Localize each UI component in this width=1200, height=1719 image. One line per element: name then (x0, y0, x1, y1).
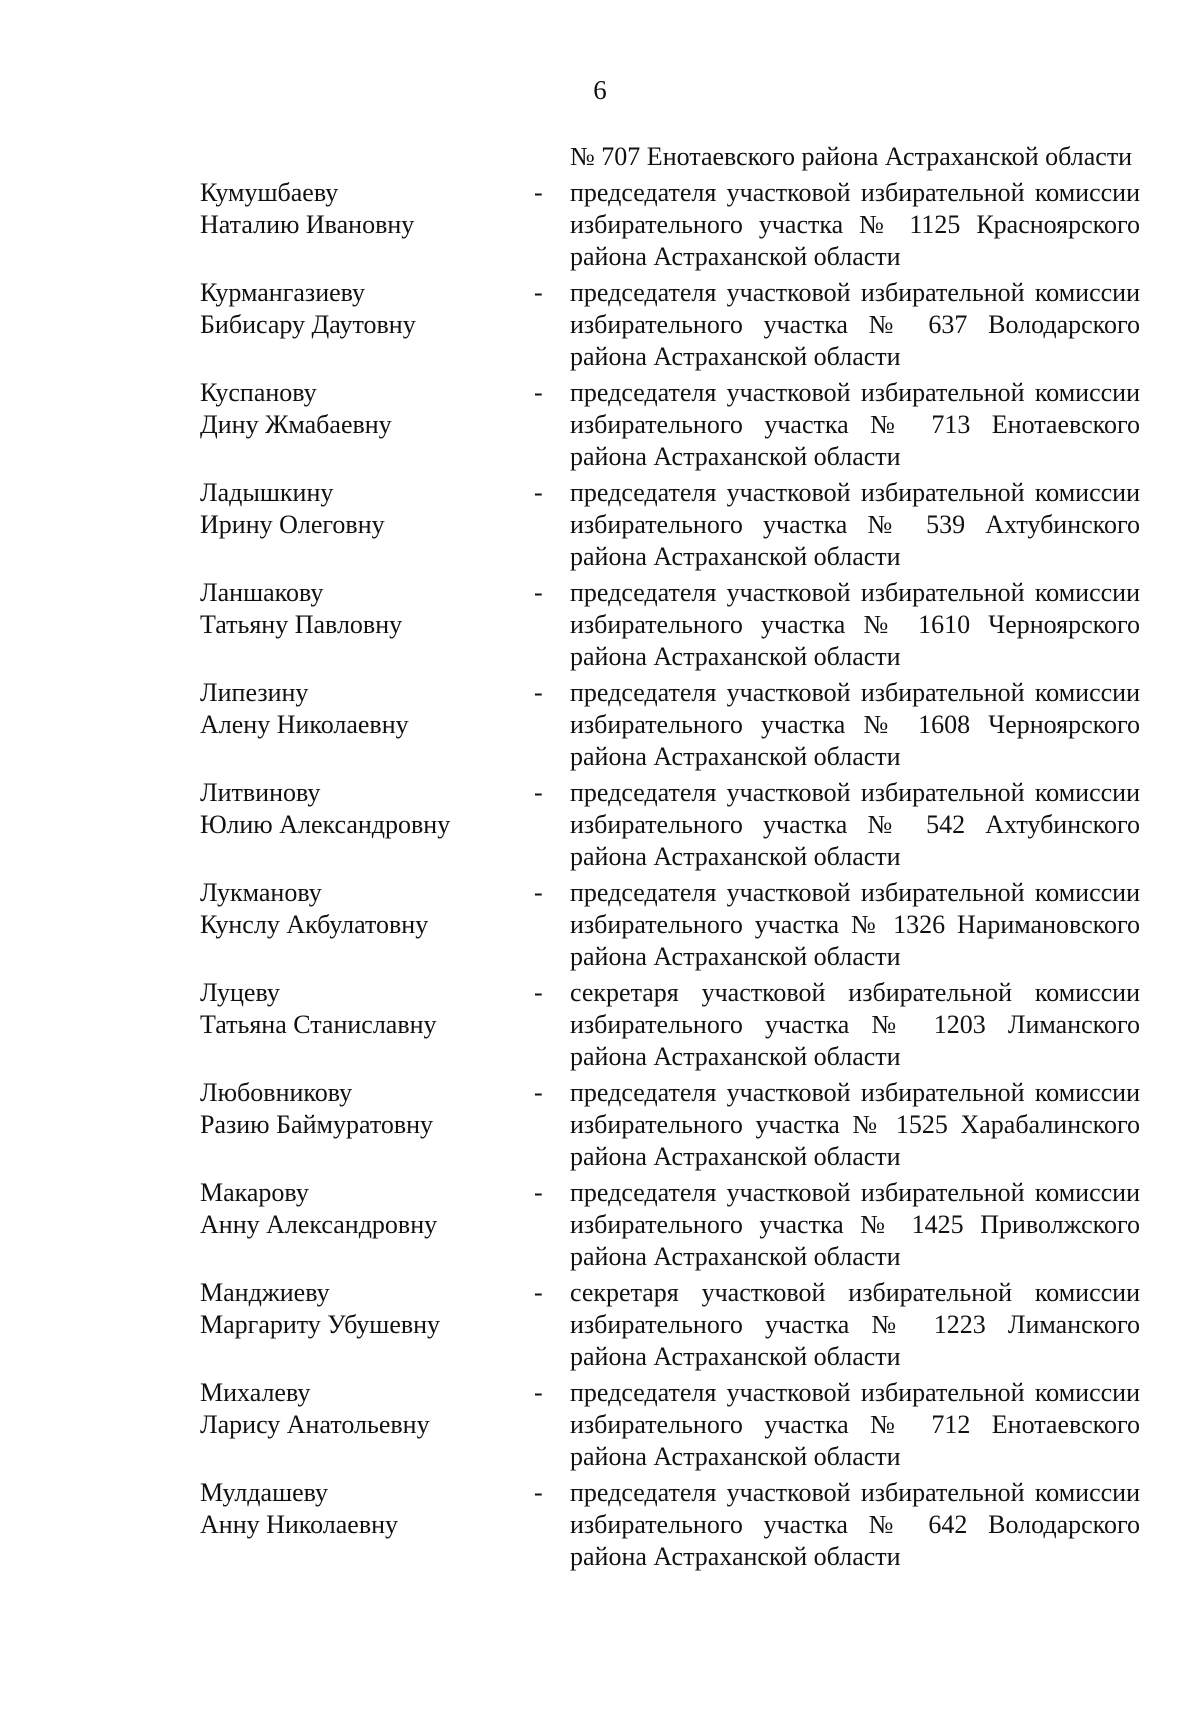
person-name (200, 477, 530, 541)
continuation-text: № 707 Енотаевского района Астраханской области (570, 142, 1133, 171)
given-names: Анну Николаевну (200, 1510, 399, 1539)
position-description: председателя участковой избирательной комиссии избирательного участка № 1608 Черноярского района Астраханской области (570, 678, 1140, 771)
given-names: Татьяну Павловну (200, 610, 403, 639)
given-names: Алену Николаевну (200, 710, 409, 739)
given-names: Ларису Анатольевну (200, 1410, 430, 1439)
person-name (200, 877, 530, 941)
list-item (200, 377, 1140, 473)
given-names: Разию Баймуратовну (200, 1110, 434, 1139)
surname: Липезину (200, 678, 309, 707)
surname: Лукманову (200, 878, 322, 907)
dash-separator: - (534, 1178, 543, 1207)
surname: Ладышкину (200, 478, 334, 507)
list-item (200, 477, 1140, 573)
given-names: Анну Александровну (200, 1210, 438, 1239)
surname: Макарову (200, 1178, 309, 1207)
list-item (200, 677, 1140, 773)
person-name (200, 577, 530, 641)
given-names: Наталию Ивановну (200, 210, 415, 239)
list-item (200, 1077, 1140, 1173)
position-description: председателя участковой избирательной комиссии избирательного участка № 642 Володарского района Астраханской области (570, 1478, 1140, 1571)
dash-separator: - (534, 1478, 543, 1507)
person-name (200, 677, 530, 741)
position-description: председателя участковой избирательной комиссии избирательного участка № 542 Ахтубинского района Астраханской области (570, 778, 1140, 871)
position-description: председателя участковой избирательной комиссии избирательного участка № 1326 Наримановского района Астраханской области (570, 878, 1140, 971)
surname: Ланшакову (200, 578, 324, 607)
surname: Литвинову (200, 778, 321, 807)
person-name (200, 277, 530, 341)
position-description: секретаря участковой избирательной комиссии избирательного участка № 1203 Лиманского района Астраханской области (570, 978, 1140, 1071)
surname: Михалеву (200, 1378, 311, 1407)
surname: Любовникову (200, 1078, 353, 1107)
position-description: председателя участковой избирательной комиссии избирательного участка № 637 Володарского района Астраханской области (570, 278, 1140, 371)
list-item (200, 877, 1140, 973)
page-number: 6 (593, 75, 607, 105)
list-item (200, 1377, 1140, 1473)
person-name (200, 1477, 530, 1541)
list-item (200, 1277, 1140, 1373)
person-name (200, 977, 530, 1041)
position-description: председателя участковой избирательной комиссии избирательного участка № 1610 Черноярского района Астраханской области (570, 578, 1140, 671)
list-item (200, 777, 1140, 873)
given-names: Дину Жмабаевну (200, 410, 392, 439)
person-name (200, 1277, 530, 1341)
position-description: председателя участковой избирательной комиссии избирательного участка № 713 Енотаевского района Астраханской области (570, 378, 1140, 471)
position-description: председателя участковой избирательной комиссии избирательного участка № 1425 Приволжского района Астраханской области (570, 1178, 1140, 1271)
dash-separator: - (534, 1278, 543, 1307)
list-item (200, 577, 1140, 673)
person-name (200, 1377, 530, 1441)
dash-separator: - (534, 978, 543, 1007)
document-body (200, 141, 1140, 1573)
surname: Курмангазиеву (200, 278, 366, 307)
surname: Луцеву (200, 978, 280, 1007)
position-description: председателя участковой избирательной комиссии избирательного участка № 539 Ахтубинского района Астраханской области (570, 478, 1140, 571)
dash-separator: - (534, 578, 543, 607)
list-item (200, 1177, 1140, 1273)
given-names: Юлию Александровну (200, 810, 451, 839)
dash-separator: - (534, 778, 543, 807)
given-names: Татьяна Станиславну (200, 1010, 437, 1039)
person-name (200, 1177, 530, 1241)
given-names: Кунслу Акбулатовну (200, 910, 429, 939)
list-item (200, 977, 1140, 1073)
list-item (200, 1477, 1140, 1573)
dash-separator: - (534, 278, 543, 307)
surname: Манджиеву (200, 1278, 330, 1307)
dash-separator: - (534, 378, 543, 407)
position-description: председателя участковой избирательной комиссии избирательного участка № 1125 Красноярского района Астраханской области (570, 178, 1140, 271)
person-name (200, 1077, 530, 1141)
list-item (200, 177, 1140, 273)
dash-separator: - (534, 1078, 543, 1107)
surname: Куспанову (200, 378, 317, 407)
surname: Кумушбаеву (200, 178, 339, 207)
given-names: Бибисару Даутовну (200, 310, 416, 339)
person-name (200, 777, 530, 841)
position-description: секретаря участковой избирательной комиссии избирательного участка № 1223 Лиманского района Астраханской области (570, 1278, 1140, 1371)
dash-separator: - (534, 178, 543, 207)
given-names: Ирину Олеговну (200, 510, 385, 539)
position-description: председателя участковой избирательной комиссии избирательного участка № 712 Енотаевского района Астраханской области (570, 1378, 1140, 1471)
dash-separator: - (534, 478, 543, 507)
person-name (200, 177, 530, 241)
person-name (200, 377, 530, 441)
position-description: председателя участковой избирательной комиссии избирательного участка № 1525 Харабалинского района Астраханской области (570, 1078, 1140, 1171)
list-item (200, 277, 1140, 373)
dash-separator: - (534, 878, 543, 907)
dash-separator: - (534, 678, 543, 707)
dash-separator: - (534, 1378, 543, 1407)
surname: Мулдашеву (200, 1478, 329, 1507)
given-names: Маргариту Убушевну (200, 1310, 441, 1339)
